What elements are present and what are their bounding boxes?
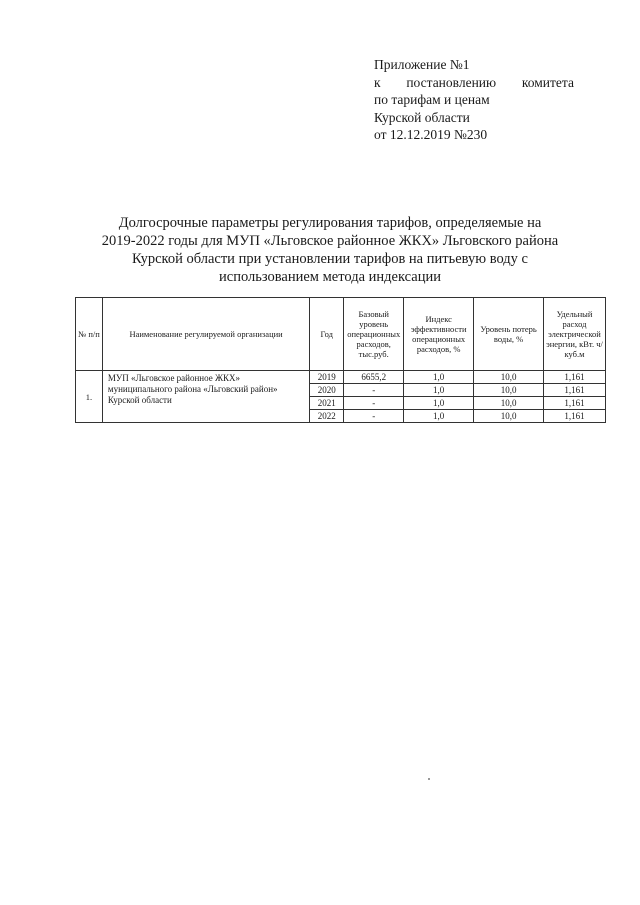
appendix-date-line: от 12.12.2019 №230 bbox=[374, 127, 488, 142]
cell-year: 2022 bbox=[310, 410, 344, 423]
table-header-row bbox=[76, 298, 606, 371]
heading-line: Долгосрочные параметры регулирования тарифов, определяемые на bbox=[118, 215, 542, 231]
appendix-committee-line: по тарифам и ценам bbox=[374, 92, 490, 107]
header-org: Наименование регулируемой организации bbox=[102, 298, 309, 371]
scan-speck bbox=[428, 778, 430, 780]
heading-line: использованием метода индексации bbox=[219, 269, 441, 285]
cell-base: - bbox=[344, 397, 404, 410]
heading-line: 2019-2022 годы для МУП «Льговское районное ЖКХ» Льговского района bbox=[101, 233, 559, 249]
cell-loss: 10,0 bbox=[474, 397, 544, 410]
cell-index: 1,0 bbox=[404, 410, 474, 423]
cell-year: 2021 bbox=[310, 397, 344, 410]
appendix-resolution-line bbox=[374, 74, 574, 92]
cell-index: 1,0 bbox=[404, 397, 474, 410]
cell-energy: 1,161 bbox=[543, 410, 605, 423]
cell-energy: 1,161 bbox=[543, 397, 605, 410]
appendix-word: комитета bbox=[521, 74, 574, 90]
parameters-table bbox=[75, 297, 606, 423]
header-base: Базовый уровень операционных расходов, тыс.руб. bbox=[344, 298, 404, 371]
appendix-word: постановлению bbox=[406, 74, 497, 90]
appendix-title: Приложение №1 bbox=[374, 57, 470, 72]
cell-loss: 10,0 bbox=[474, 371, 544, 384]
header-index: Индекс эффективности операционных расходов, % bbox=[404, 298, 474, 371]
cell-energy: 1,161 bbox=[543, 371, 605, 384]
document-heading bbox=[70, 214, 590, 286]
header-loss: Уровень потерь воды, % bbox=[474, 298, 544, 371]
header-year: Год bbox=[310, 298, 344, 371]
cell-index: 1,0 bbox=[404, 371, 474, 384]
cell-year: 2020 bbox=[310, 384, 344, 397]
cell-loss: 10,0 bbox=[474, 384, 544, 397]
appendix-block bbox=[374, 56, 574, 144]
header-num: № п/п bbox=[76, 298, 103, 371]
cell-index: 1,0 bbox=[404, 384, 474, 397]
appendix-region-line: Курской области bbox=[374, 109, 470, 125]
cell-org: МУП «Льговское районное ЖКХ» муниципального района «Льговский район» Курской области bbox=[102, 371, 309, 423]
cell-year: 2019 bbox=[310, 371, 344, 384]
table-row bbox=[76, 371, 606, 384]
cell-num: 1. bbox=[76, 371, 103, 423]
cell-energy: 1,161 bbox=[543, 384, 605, 397]
heading-line: Курской области при установлении тарифов на питьевую воду с bbox=[132, 251, 528, 267]
cell-base: - bbox=[344, 384, 404, 397]
appendix-word: к bbox=[374, 74, 381, 90]
cell-loss: 10,0 bbox=[474, 410, 544, 423]
cell-base: 6655,2 bbox=[344, 371, 404, 384]
cell-base: - bbox=[344, 410, 404, 423]
header-energy: Удельный расход электрической энергии, кВт. ч/куб.м bbox=[543, 298, 605, 371]
